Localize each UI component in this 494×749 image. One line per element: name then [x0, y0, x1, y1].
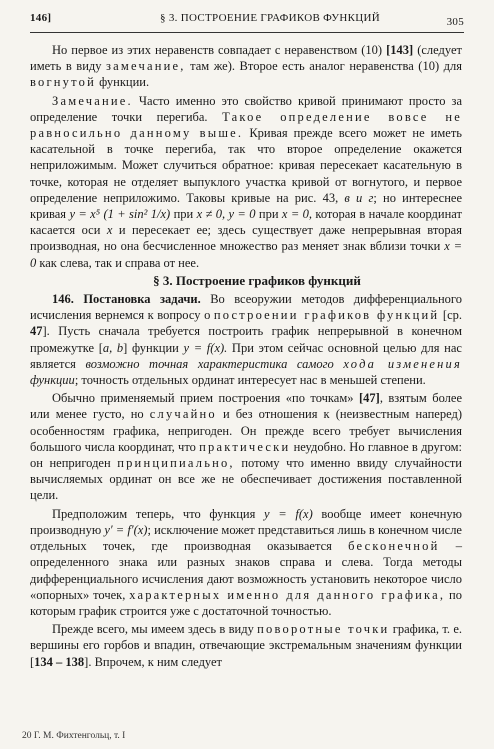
page-body	[30, 42, 462, 672]
paragraph-derivative: Предположим теперь, что функция y = f(x) вообще имеет конечную производную y′ = f′(x); исключение может представиться лишь в конечном числе отдельных точек, где производная оказывается бесконечной – определенного знака или разных знаков справа и слева. Тогда методы дифференциального исчисления дают возможность установить некоторое число «опорных» точек, характерных именно для данного графика, по которым график строится уже с достаточной точностью.	[30, 506, 463, 618]
page-number: 305	[446, 16, 464, 28]
paragraph-146: 146. Постановка задачи. Во всеоружии методов дифференциального исчисления вернемся к вопросу о построении графиков функций [ср. 47]. Пусть сначала требуется построить график непрерывной в конечном промежутке [a, b] функции y = f(x). При этом сейчас основной целью для нас является возможно точная характеристика самого хода изменения функции; точность отдельных ординат интересует нас в меньшей степени.	[30, 292, 463, 388]
header-section-number: 146]	[30, 12, 52, 24]
header-title: § 3. ПОСТРОЕНИЕ ГРАФИКОВ ФУНКЦИЙ	[160, 12, 381, 24]
footer-signature: 20 Г. М. Фихтенгольц, т. I	[22, 731, 126, 741]
paragraph-points: Обычно применяемый прием построения «по точкам» [47], взятым более или менее густо, но случайно и без отношения к (неизвестным наперед) особенностям графика, непригоден. Он прежде всего требует вычисления большого числа координат, что практически неудобно. Но главное в другом: он непригоден принципиально, потому что именно ввиду случайности вычисляемых ординат он все же не обеспечивает достижения поставленной цели.	[30, 391, 462, 503]
running-header	[30, 8, 464, 28]
paragraph-remark: Замечание. Часто именно это свойство кривой принимают просто за определение точки перегиба. Такое определение вовсе не равносильно данному выше. Кривая прежде всего может не иметь касательной в точке перегиба, так что второе определение окажется неприложимым. Может случиться обратное: кривая пересекает касательную в точке, которая не отделяет выпуклого участка кривой от вогнутого, и первое определение неприложимо. Таковы кривые на рис. 43, в и г; но интереснее кривая y = x⁵ (1 + sin² 1/x) при x ≠ 0, y = 0 при x = 0, которая в начале координат касается оси x и пересекает ее; здесь существует даже непрерывная вторая производная, но она бесчисленное множество раз меняет знак вблизи точки x = 0 как слева, так и справа от нее.	[30, 93, 463, 270]
formula-curve: y = x⁵ (1 + sin² 1/x)	[69, 207, 171, 222]
paragraph-1: Но первое из этих неравенств совпадает с неравенством (10) [143] (следует иметь в виду замечание, там же). Второе есть аналог неравенства (10) для вогнутой функции.	[30, 43, 462, 90]
section-title: § 3. Построение графиков функций	[153, 272, 361, 288]
paragraph-turning-points: Прежде всего, мы имеем здесь в виду поворотные точки графика, т. е. вершины его горбов и впадин, отвечающие экстремальным значениям функции [134 – 138]. Впрочем, к ним следует	[30, 622, 462, 669]
header-rule	[30, 32, 464, 33]
